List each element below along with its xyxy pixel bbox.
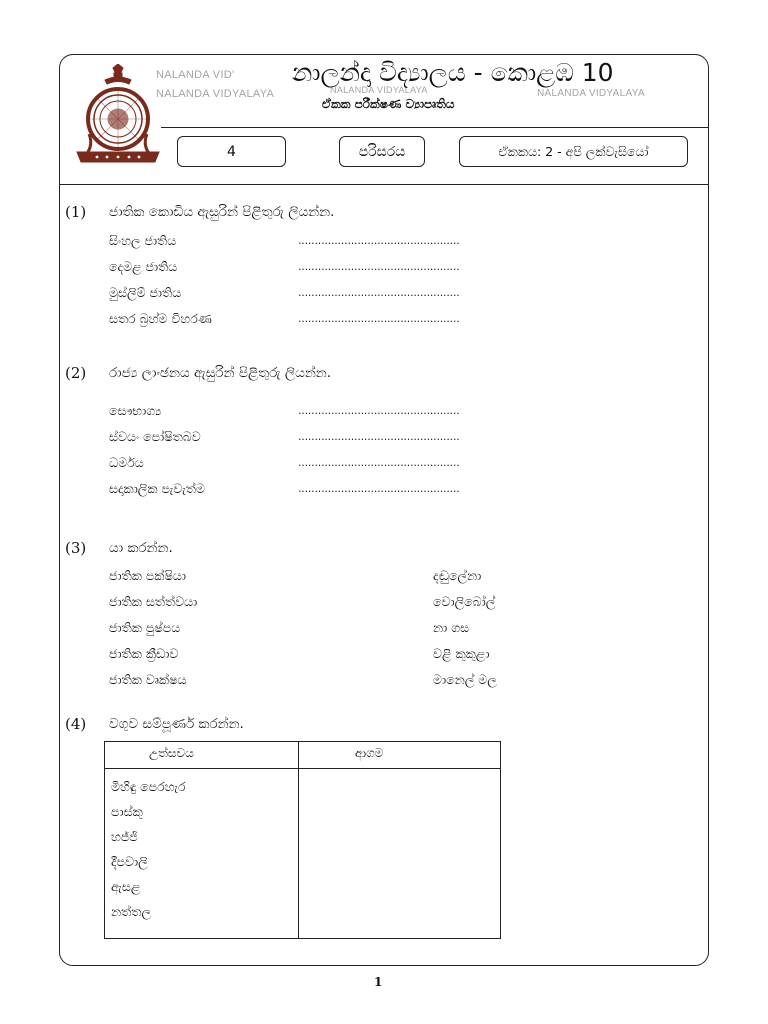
q1-item: දෙමළ ජාතිය	[109, 259, 178, 274]
match-right-item: නා ගස	[433, 620, 470, 635]
subject-box	[339, 136, 425, 167]
q1-item: මුස්ලිම් ජාතිය	[109, 285, 182, 300]
question-number: (3)	[65, 539, 87, 557]
table-row-festival: දීපවාලි	[111, 854, 148, 869]
answer-blank[interactable]: .................................................	[298, 260, 460, 273]
unit-value: ඒකකය: 2 - අපි ලක්වැසියෝ	[498, 143, 649, 159]
q2-item: සදාකාලික පැවැත්ම	[109, 481, 206, 496]
answer-blank[interactable]: .................................................	[298, 312, 460, 325]
grade-box	[177, 136, 286, 167]
match-left-item: ජාතික ක්‍රීඩාව	[109, 646, 179, 661]
q2-item: ස්වයං පෝෂිතබව	[109, 429, 201, 444]
match-left-item: ජාතික පුෂ්පය	[109, 620, 181, 635]
question-text: යා කරන්න.	[109, 540, 173, 556]
table-row-festival: නත්තල	[111, 904, 151, 919]
answer-blank[interactable]: .................................................	[298, 430, 460, 443]
answer-blank[interactable]: .................................................	[298, 234, 460, 247]
table-row-festival: හජ්ජි	[111, 829, 138, 844]
q2-item: සෞභාග්‍ය	[109, 403, 162, 418]
table-header-festival: උත්සවය	[149, 746, 194, 760]
q2-item: ධර්මය	[109, 455, 144, 470]
unit-box	[459, 136, 688, 167]
match-left-item: ජාතික වෘක්ෂය	[109, 672, 187, 687]
match-left-item: ජාතික පක්ෂියා	[109, 568, 187, 583]
table-column-divider	[298, 742, 299, 938]
page-number: 1	[374, 975, 383, 989]
match-right-item: දඬුලේනා	[433, 568, 482, 583]
watermark-text: NALANDA VID'	[156, 69, 235, 81]
question-number: (1)	[65, 203, 87, 221]
table-row-festival: ඇසළ	[111, 879, 141, 894]
table-row-festival: මිහිඳු පෙරහැර	[111, 779, 186, 794]
answer-blank[interactable]: .................................................	[298, 404, 460, 417]
match-right-item: වොලිබෝල්	[433, 594, 496, 609]
festival-table	[104, 741, 501, 939]
table-header-religion: ආගම	[355, 746, 384, 760]
school-crest-logo	[75, 64, 161, 164]
answer-blank[interactable]: .................................................	[298, 286, 460, 299]
q1-item: සතර බ්‍රහ්ම විහරණ	[109, 311, 212, 326]
question-number: (4)	[65, 715, 87, 733]
match-right-item: මානෙල් මල	[433, 672, 497, 687]
table-row-festival: පාස්කු	[111, 804, 143, 819]
header-divider	[161, 127, 709, 128]
subject-value: පරිසරය	[358, 143, 406, 160]
watermark-text: NALANDA VIDYALAYA	[156, 88, 275, 100]
question-text: රාජ්‍ය ලාංඡනය ඇසුරින් පිළිතුරු ලියන්න.	[109, 365, 332, 381]
question-number: (2)	[65, 364, 87, 382]
table-header-divider	[105, 768, 500, 769]
q1-item: සිංහල ජාතිය	[109, 233, 177, 248]
question-text: වගුව සම්පූර්ණ කරන්න.	[109, 716, 244, 732]
section-divider	[59, 184, 709, 185]
school-title: නාලන්දා විද්‍යාලය - කොළඹ 10	[292, 58, 614, 87]
exam-subtitle: ඒකක පරීක්ෂණ ව්‍යාපෘතිය	[322, 97, 455, 111]
grade-value: 4	[227, 143, 236, 160]
answer-blank[interactable]: .................................................	[298, 456, 460, 469]
match-right-item: වළි කුකුළා	[433, 646, 490, 661]
match-left-item: ජාතික සත්ත්වයා	[109, 594, 198, 609]
watermark-text: NALANDA VIDYALAYA	[537, 88, 645, 99]
watermark-text: NALANDA VIDYALAYA	[330, 85, 428, 95]
question-text: ජාතික කොඩිය ඇසුරින් පිළිතුරු ලියන්න.	[109, 204, 335, 220]
answer-blank[interactable]: .................................................	[298, 482, 460, 495]
